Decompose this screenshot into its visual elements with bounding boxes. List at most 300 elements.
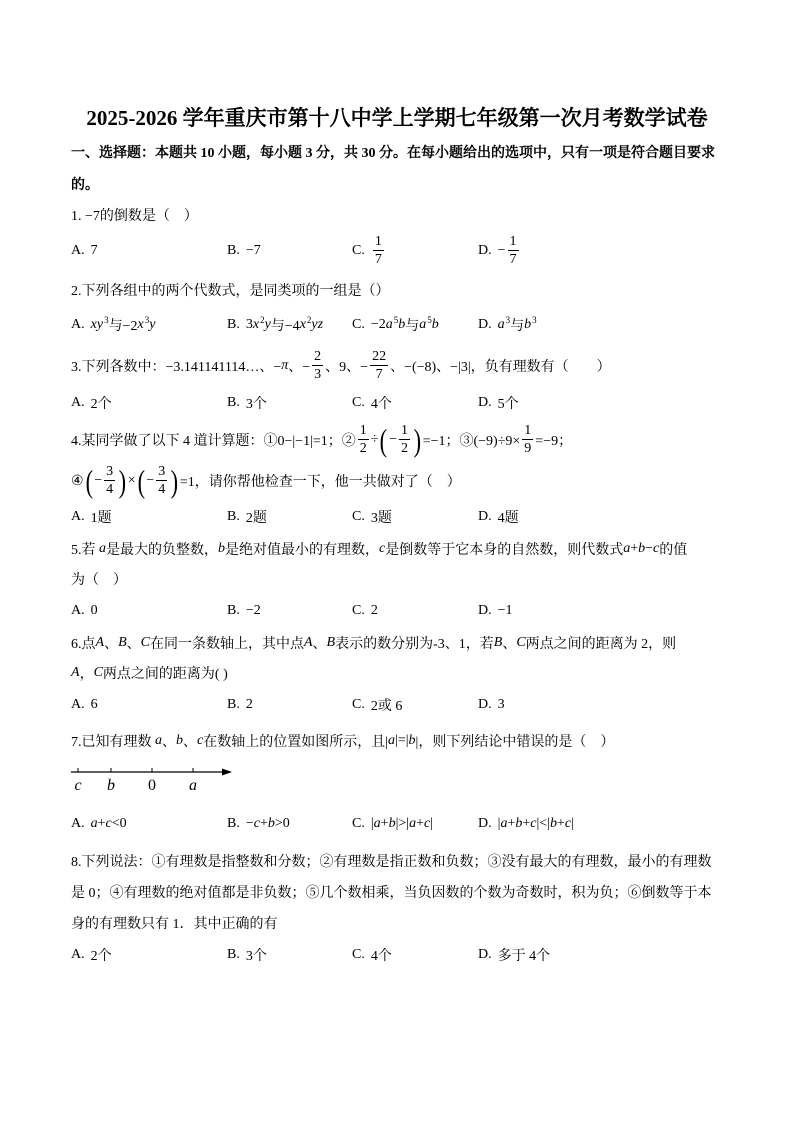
fraction-numerator: 1 [509, 234, 517, 249]
option-content [91, 697, 98, 713]
option-a [71, 808, 127, 840]
text-run: 、 [104, 637, 119, 652]
text-run: 、 [162, 735, 176, 750]
text-run: 3 [497, 697, 505, 712]
text-run: − [497, 243, 506, 258]
math-variable: c [379, 541, 386, 556]
math-variable: b [549, 816, 557, 831]
option-letter: A. [71, 697, 85, 712]
math-variable: a [500, 816, 508, 831]
option-d [478, 235, 521, 267]
option-a [71, 387, 112, 419]
fraction [399, 424, 410, 456]
text-run: 4题 [497, 511, 519, 526]
text-run: =−1；③(−9)÷9× [422, 434, 521, 449]
question-2-stem [71, 274, 390, 306]
text-run: 5个 [497, 397, 519, 412]
option-content [91, 243, 98, 259]
text-run: | [497, 816, 501, 831]
math-variable: B [118, 635, 127, 650]
math-variable: c [197, 733, 204, 748]
page-title: 2025-2026 学年重庆市第十八中学上学期七年级第一次月考数学试卷 [86, 106, 708, 130]
math-variable: a [623, 541, 631, 556]
math-variable: c [253, 816, 260, 831]
math-variable: b [388, 816, 396, 831]
text-run: 6 [90, 697, 98, 712]
option-a [71, 939, 112, 971]
option-letter: B. [227, 243, 240, 258]
text-run: 是绝对值最小的有理数， [225, 543, 379, 558]
option-content [91, 507, 112, 527]
text-run: 、−(−8)、−|3|，负有理数有（ ） [390, 360, 611, 375]
fraction-numerator: 3 [158, 464, 166, 479]
text-run: 、 [312, 637, 327, 652]
option-content [246, 816, 290, 832]
option-letter: A. [71, 816, 85, 831]
text-run: − [94, 473, 103, 488]
math-variable: yz [311, 317, 324, 332]
option-d [478, 501, 519, 533]
option-content [498, 816, 574, 832]
fraction-numerator: 1 [374, 234, 382, 249]
text-run: 与 [405, 319, 420, 334]
option-letter: C. [352, 947, 365, 962]
question-6-options [0, 689, 794, 721]
option-content [246, 603, 261, 619]
text-run: 在数轴上的位置如图所示，且| [203, 735, 389, 750]
text-run: 、 [502, 637, 517, 652]
option-b [227, 595, 261, 627]
option-letter: D. [478, 509, 492, 524]
text-run: 是倒数等于它本身的自然数，则代数式 [385, 543, 624, 558]
text-run: −1 [497, 603, 513, 618]
math-variable: a [419, 317, 427, 332]
question-6-stem [71, 657, 228, 689]
math-exponent: 2 [260, 315, 265, 325]
text-run: −7 [245, 243, 261, 258]
option-content [246, 507, 267, 527]
fraction-denominator: 4 [106, 482, 114, 497]
option-letter: C. [352, 816, 365, 831]
text-run: + [507, 816, 516, 831]
option-content [246, 945, 267, 965]
math-exponent: 3 [505, 315, 511, 325]
fraction-denominator: 3 [314, 367, 322, 382]
text-run: 、 [126, 637, 141, 652]
question-1-stem [71, 199, 198, 231]
option-letter: D. [478, 697, 492, 712]
option-content [498, 393, 519, 413]
option-d [478, 689, 505, 721]
text-run: |=| [395, 733, 409, 748]
text-run: 在同一条数轴上，其中点 [149, 637, 304, 652]
question-7-stem [71, 725, 614, 757]
paren-body [389, 424, 412, 456]
text-run: 2或 6 [370, 699, 403, 714]
fraction-denominator: 2 [401, 441, 409, 456]
option-c [352, 387, 392, 419]
math-variable: a [99, 541, 106, 556]
option-content [371, 695, 403, 715]
fraction-denominator: 7 [509, 252, 517, 267]
text-run: 、9、− [325, 360, 369, 375]
option-letter: A. [71, 395, 85, 410]
fraction-numerator: 2 [314, 349, 322, 364]
question-5-stem [71, 563, 127, 595]
text-run: 表示的数分别为-3、1，若 [335, 637, 494, 652]
math-variable: b [638, 541, 646, 556]
text-run: − [389, 432, 398, 447]
fraction [358, 424, 369, 456]
text-run: 2 [245, 697, 253, 712]
number-line-label-a: a [189, 777, 197, 794]
math-variable: x [252, 317, 260, 332]
text-run: |，则下列结论中错误的是（ ） [415, 735, 615, 750]
option-c [352, 309, 439, 341]
text-run: 、− [288, 360, 311, 375]
math-variable: y [264, 317, 271, 332]
question-3-stem [71, 350, 611, 382]
option-content [91, 945, 112, 965]
option-a [71, 501, 112, 533]
number-line-label-c: c [74, 777, 82, 794]
option-content [246, 393, 267, 413]
math-exponent: 5 [393, 315, 399, 325]
math-exponent: 3 [104, 315, 109, 325]
fraction-numerator: 22 [372, 349, 387, 364]
question-4-options [0, 501, 794, 533]
option-content [371, 945, 392, 965]
math-variable: c [423, 816, 431, 831]
option-content [371, 507, 392, 527]
option-letter: D. [478, 317, 492, 332]
question-8-options [0, 939, 794, 971]
option-letter: D. [478, 395, 492, 410]
text-run: |<| [536, 816, 550, 831]
text-run: <0 [111, 816, 127, 831]
option-d [478, 595, 513, 627]
text-run: ÷ [370, 432, 379, 447]
option-letter: A. [71, 243, 85, 258]
text-run: 3题 [370, 511, 392, 526]
left-paren: ( [380, 422, 388, 458]
fraction-numerator: 1 [359, 423, 367, 438]
text-run: 、 [183, 735, 197, 750]
text-run: 是最大的负整数， [106, 543, 218, 558]
option-content [498, 945, 551, 965]
option-content [371, 315, 439, 335]
text-run: 两点之间的距离为 2，则 [525, 637, 677, 652]
math-variable: C [516, 635, 526, 650]
text-run: + [630, 541, 639, 556]
text-run: 与−2 [108, 319, 138, 334]
text-run: >0 [274, 816, 290, 831]
option-b [227, 939, 267, 971]
math-exponent: 3 [532, 315, 537, 325]
fraction-numerator: 3 [106, 464, 114, 479]
text-run: 2个 [90, 397, 112, 412]
fraction-numerator: 1 [524, 423, 532, 438]
option-c [352, 235, 386, 267]
text-run: 与−4 [270, 319, 300, 334]
math-variable: b [267, 816, 275, 831]
option-letter: C. [352, 697, 365, 712]
option-letter: A. [71, 509, 85, 524]
fraction [104, 465, 115, 497]
text-run: + [416, 816, 424, 831]
question-4-stem [71, 465, 461, 497]
text-run: − [146, 473, 155, 488]
parenthesized-expression [84, 464, 128, 498]
fraction [522, 424, 533, 456]
option-letter: A. [71, 947, 85, 962]
text-run: 7.已知有理数 [71, 735, 155, 750]
option-letter: D. [478, 243, 492, 258]
text-run: 为（ ） [71, 573, 127, 588]
math-variable: b [398, 317, 406, 332]
option-letter: B. [227, 697, 240, 712]
question-4-stem [71, 424, 572, 456]
math-variable: c [653, 541, 660, 556]
option-a [71, 309, 155, 341]
option-c [352, 501, 392, 533]
fraction-denominator: 7 [374, 252, 382, 267]
text-run: =1，请你帮他检查一下，他一共做对了（ ） [179, 475, 461, 490]
text-run: 多于 4个 [497, 949, 551, 964]
math-variable: a [409, 816, 417, 831]
fraction-denominator: 9 [524, 441, 532, 456]
text-run: 1题 [90, 511, 112, 526]
text-run: 2题 [245, 511, 267, 526]
section-heading-line: 的。 [71, 178, 99, 193]
option-content [498, 235, 521, 267]
math-variable: x [299, 317, 306, 332]
option-letter: C. [352, 603, 365, 618]
text-run: | [430, 816, 434, 831]
math-variable: A [303, 635, 313, 650]
option-letter: D. [478, 603, 492, 618]
option-c [352, 689, 402, 721]
option-b [227, 501, 267, 533]
text-run: + [259, 816, 268, 831]
option-letter: B. [227, 395, 240, 410]
text-run: 3 [245, 317, 253, 332]
text-run: − [245, 816, 254, 831]
text-run: 4个 [370, 949, 392, 964]
text-run: =−9； [535, 434, 573, 449]
option-b [227, 309, 323, 341]
paren-body [146, 465, 169, 497]
text-run: 2.下列各组中的两个代数式，是同类项的一组是（） [71, 284, 390, 299]
math-exponent: 5 [427, 315, 432, 325]
fraction-numerator: 1 [401, 423, 409, 438]
option-content [498, 697, 505, 713]
math-variable: a [155, 733, 162, 748]
option-letter: C. [352, 395, 365, 410]
parenthesized-expression [378, 423, 422, 457]
option-content [246, 315, 323, 335]
option-content [498, 315, 537, 335]
text-run: ， [79, 667, 94, 682]
text-run: × [127, 473, 136, 488]
option-letter: A. [71, 603, 85, 618]
math-variable: B [326, 635, 336, 650]
option-content [91, 393, 112, 413]
text-run: 0 [90, 603, 98, 618]
option-b [227, 235, 261, 267]
math-variable: c [530, 816, 537, 831]
question-6-stem [71, 627, 676, 659]
text-run: + [522, 816, 531, 831]
text-run: 3个 [245, 397, 267, 412]
text-run: −2 [370, 317, 386, 332]
math-variable: xy [90, 317, 104, 332]
left-paren: ( [137, 463, 145, 499]
math-variable: b [408, 733, 416, 748]
option-d [478, 309, 537, 341]
option-content [371, 816, 433, 832]
option-letter: B. [227, 816, 240, 831]
paren-body [94, 465, 117, 497]
question-8-stem [71, 876, 712, 908]
math-variable: C [140, 635, 150, 650]
math-variable: a [373, 816, 381, 831]
question-8-stem [71, 845, 712, 877]
fraction-denominator: 4 [158, 482, 166, 497]
section-heading-line: 一、选择题：本题共 10 小题，每小题 3 分，共 30 分。在每小题给出的选项中，只有一项是符合题目要求 [71, 146, 715, 161]
text-run: 4个 [370, 397, 392, 412]
math-variable: π [281, 358, 289, 373]
option-content [498, 603, 513, 619]
right-paren: ) [170, 463, 179, 499]
text-run: 2个 [90, 949, 112, 964]
question-5-options [0, 595, 794, 627]
text-run: 8.下列说法：①有理数是指整数和分数；②有理数是指正数和负数；③没有最大的有理数，最小的有理数 [71, 855, 712, 870]
text-run: + [556, 816, 565, 831]
option-c [352, 808, 433, 840]
option-content [371, 393, 392, 413]
math-variable: C [93, 665, 103, 680]
text-run: 与 [510, 319, 525, 334]
option-content [371, 603, 378, 619]
text-run: | [571, 816, 574, 831]
option-b [227, 808, 290, 840]
number-line-arrow [222, 769, 232, 776]
math-variable: A [71, 665, 80, 680]
math-variable: a [90, 816, 98, 831]
text-run: | [370, 816, 374, 831]
option-d [478, 939, 550, 971]
math-variable: b [218, 541, 225, 556]
fraction-denominator: 7 [375, 367, 383, 382]
text-run: 是 0；④有理数的绝对值都是非负数；⑤几个数相乘，当负因数的个数为奇数时，积为负；⑥倒数等于本 [71, 886, 712, 901]
option-letter: B. [227, 947, 240, 962]
math-variable: b [431, 317, 439, 332]
option-c [352, 939, 392, 971]
option-a [71, 235, 98, 267]
option-content [246, 243, 261, 259]
math-variable: b [524, 317, 532, 332]
right-paren: ) [118, 463, 127, 499]
option-letter: C. [352, 509, 365, 524]
question-7-options [0, 808, 794, 840]
text-run: 的值 [659, 543, 688, 558]
text-run: 7 [90, 243, 98, 258]
option-b [227, 689, 253, 721]
math-variable: a [385, 317, 393, 332]
math-variable: B [493, 635, 503, 650]
fraction [373, 235, 384, 267]
math-variable: A [95, 635, 105, 650]
question-1-options [0, 235, 794, 267]
math-variable: y [149, 317, 156, 332]
option-letter: B. [227, 317, 240, 332]
text-run: 1. −7的倒数是（ ） [71, 209, 198, 224]
option-letter: A. [71, 317, 85, 332]
option-d [478, 387, 519, 419]
number-line-figure [65, 758, 245, 798]
option-content [91, 603, 98, 619]
question-3-options [0, 387, 794, 419]
option-a [71, 595, 98, 627]
text-run: + [380, 816, 389, 831]
text-run: 4.某同学做了以下 4 道计算题：①0−|−1|=1；② [71, 434, 356, 449]
fraction-denominator: 2 [359, 441, 367, 456]
fraction [508, 235, 519, 267]
text-run: 6.点 [71, 637, 96, 652]
math-variable: b [515, 816, 523, 831]
math-variable: b [176, 733, 183, 748]
option-letter: D. [478, 947, 492, 962]
question-5-stem [71, 533, 687, 565]
text-run: |>| [395, 816, 410, 831]
option-letter: C. [352, 317, 365, 332]
parenthesized-expression [136, 464, 180, 498]
fraction [370, 350, 388, 382]
math-variable: c [564, 816, 572, 831]
text-run: 3.下列各数中：−3.141141114…、− [71, 360, 282, 375]
math-variable: x [137, 317, 144, 332]
question-8-stem [71, 907, 278, 939]
fraction [312, 350, 323, 382]
math-variable: a [497, 317, 505, 332]
option-c [352, 595, 378, 627]
text-run: − [645, 541, 654, 556]
number-line-label-zero: 0 [148, 777, 156, 794]
option-content [371, 235, 386, 267]
option-content [498, 507, 519, 527]
option-letter: B. [227, 603, 240, 618]
option-d [478, 808, 574, 840]
text-run: + [97, 816, 106, 831]
math-exponent: 2 [306, 315, 312, 325]
text-run: 2 [370, 603, 378, 618]
text-run: 5.若 [71, 543, 99, 558]
option-letter: C. [352, 243, 365, 258]
option-letter: D. [478, 816, 492, 831]
text-run: −2 [245, 603, 261, 618]
option-letter: B. [227, 509, 240, 524]
option-content [246, 697, 253, 713]
text-run: 身的有理数只有 1．其中正确的有 [71, 917, 278, 932]
math-exponent: 3 [144, 315, 150, 325]
option-content [91, 315, 156, 335]
math-variable: c [105, 816, 112, 831]
right-paren: ) [413, 422, 422, 458]
number-line-label-b: b [107, 777, 115, 794]
fraction [156, 465, 167, 497]
option-b [227, 387, 267, 419]
